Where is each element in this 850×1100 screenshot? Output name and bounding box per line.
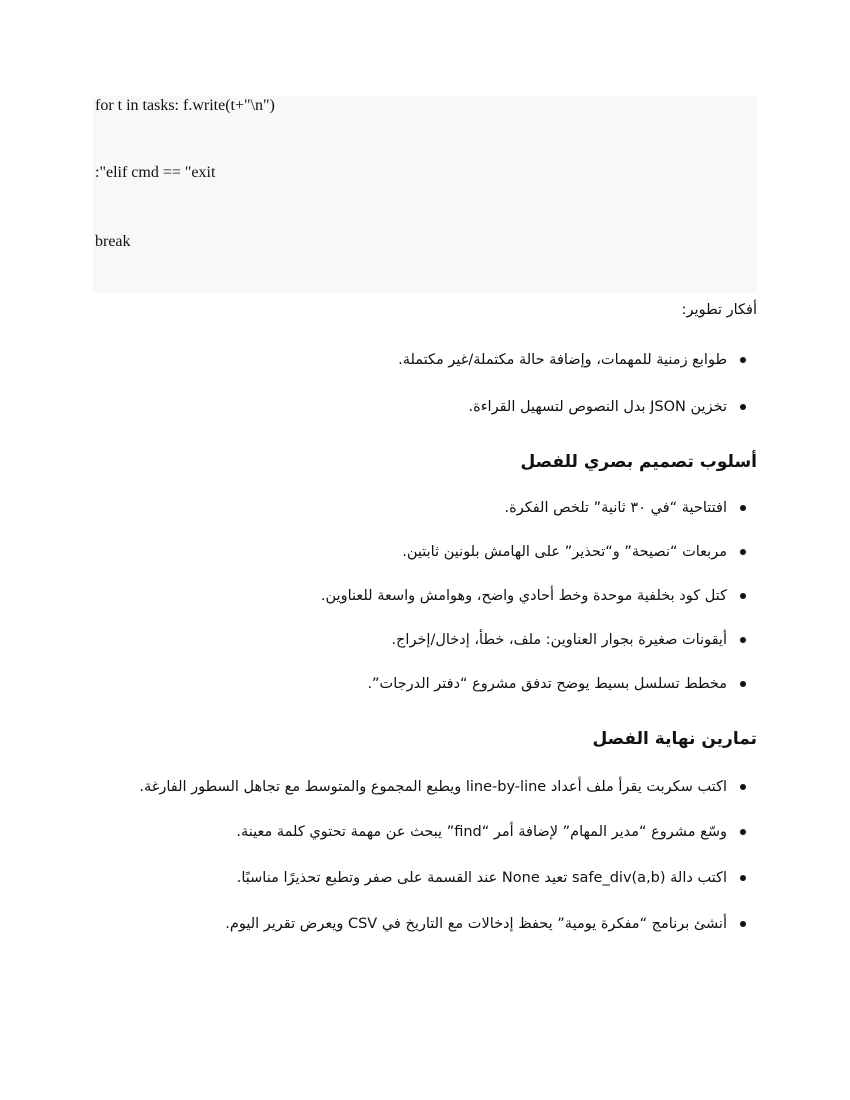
- design-list: [117, 493, 757, 699]
- list-item: مربعات “نصيحة” و“تحذير” على الهامش بلونين ثابتين.: [117, 537, 757, 567]
- code-line: :"elif cmd == "exit: [95, 164, 216, 181]
- list-item: وسّع مشروع “مدير المهام” لإضافة أمر “find” يبحث عن مهمة تحتوي كلمة معينة.: [127, 817, 757, 847]
- code-line: for t in tasks: f.write(t+"\n"): [95, 97, 275, 114]
- list-item: أنشئ برنامج “مفكرة يومية” يحفظ إدخالات مع التاريخ في CSV ويعرض تقرير اليوم.: [127, 909, 757, 939]
- code-line: break: [95, 233, 131, 250]
- list-item: تخزين JSON بدل النصوص لتسهيل القراءة.: [117, 392, 757, 422]
- dev-ideas-list: [117, 345, 757, 422]
- list-item: طوابع زمنية للمهمات، وإضافة حالة مكتملة/غير مكتملة.: [117, 345, 757, 375]
- list-item: اكتب دالة safe_div(a,b) تعيد None عند القسمة على صفر وتطبع تحذيرًا مناسبًا.: [127, 863, 757, 893]
- exercises-section-heading: تمارين نهاية الفصل: [592, 729, 757, 749]
- list-item: أيقونات صغيرة بجوار العناوين: ملف، خطأ، إدخال/إخراج.: [117, 625, 757, 655]
- list-item: مخطط تسلسل بسيط يوضح تدفق مشروع “دفتر الدرجات”.: [117, 669, 757, 699]
- dev-ideas-label: أفكار تطوير:: [681, 302, 757, 318]
- list-item: افتتاحية “في ٣٠ ثانية” تلخص الفكرة.: [117, 493, 757, 523]
- code-block: [93, 96, 757, 293]
- list-item: اكتب سكربت يقرأ ملف أعداد line-by-line ويطبع المجموع والمتوسط مع تجاهل السطور الفارغة.: [127, 772, 757, 802]
- design-section-heading: أسلوب تصميم بصري للفصل: [520, 452, 757, 472]
- list-item: كتل كود بخلفية موحدة وخط أحادي واضح، وهوامش واسعة للعناوين.: [117, 581, 757, 611]
- exercises-list: [127, 772, 757, 939]
